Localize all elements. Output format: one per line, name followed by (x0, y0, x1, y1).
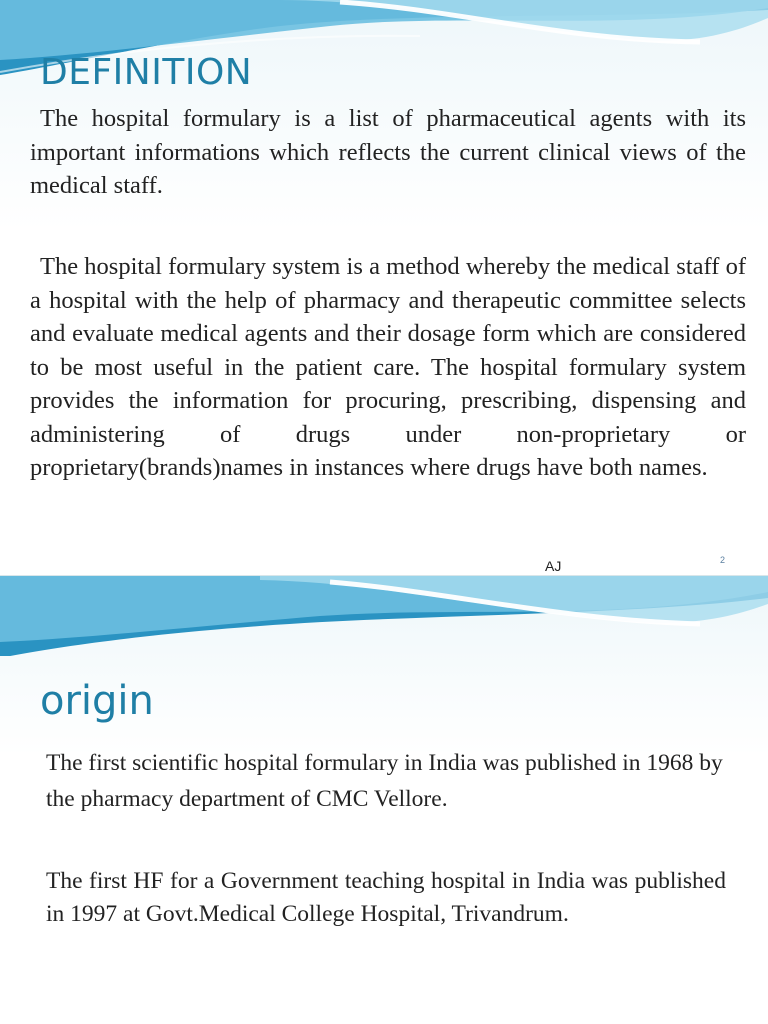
header-wave-decoration (0, 576, 768, 656)
origin-paragraph-2: The first HF for a Government teaching hospital in India was published in 1997 at Govt.Medical College Hospital, Trivandrum. (46, 868, 726, 927)
footer-author: AJ (545, 558, 562, 574)
origin-paragraph-1: The first scientific hospital formulary in India was published in 1968 by the pharmacy department of CMC Vellore. (46, 750, 723, 812)
page-number: 2 (720, 555, 726, 565)
slide-title: DEFINITION (40, 52, 253, 93)
definition-paragraph-2: The hospital formulary system is a method whereby the medical staff of a hospital with the help of pharmacy and therapeutic committee selects and evaluate medical agents and their dosage form which are considered to be most useful in the patient care. The hospital formulary system provides the information for procuring, prescribing, dispensing and administering of drugs under non-proprietary or proprietary(brands)names in instances where drugs have both names. (30, 253, 746, 481)
slide-title: origin (40, 678, 154, 724)
definition-paragraph-1: The hospital formulary is a list of pharmaceutical agents with its important informations which reflects the current clinical views of the medical staff. (30, 105, 746, 199)
